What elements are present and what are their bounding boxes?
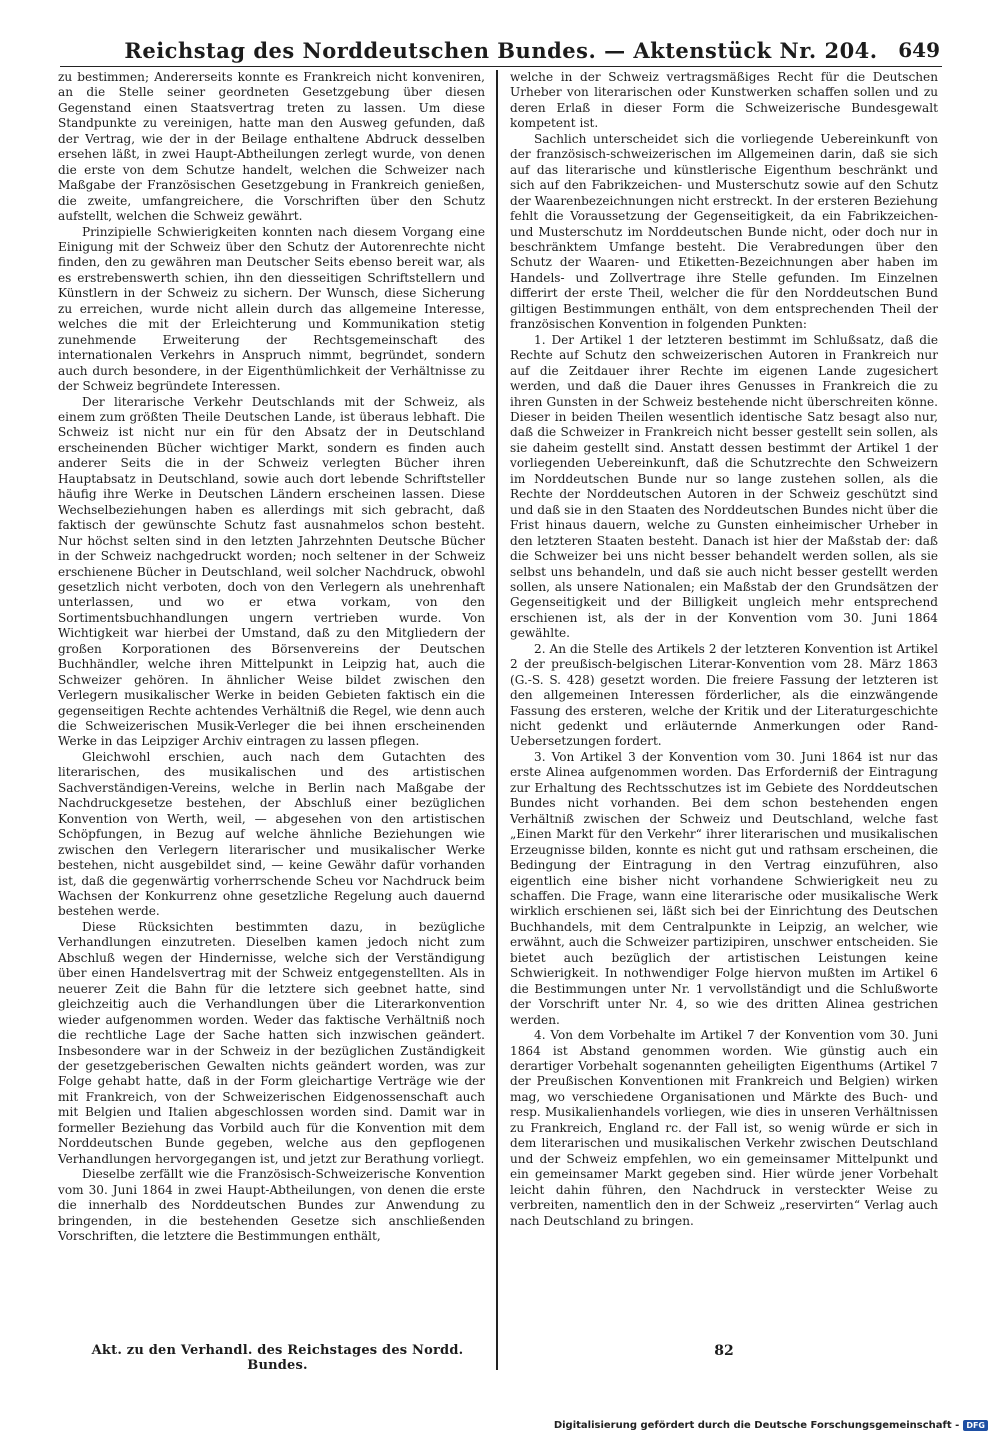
credit-text: Digitalisierung gefördert durch die Deutsche Forschungsgemeinschaft - — [553, 1419, 960, 1431]
running-title: Reichstag des Norddeutschen Bundes. — Aktenstück Nr. 204. — [124, 38, 878, 63]
left-column-paragraph: Diese Rücksichten bestimmten dazu, in bezügliche Verhandlungen einzutreten. Dieselben kamen jedoch nicht zum Abschluß wegen der Hindernisse, welche sich der Verständigung über einen Handelsvertrag mit der Schweiz entgegenstellten. Als in neuerer Zeit die Bahn für die letztere sich geebnet hatte, sind gleichzeitig auch die Verhandlungen über die Literarkonvention wieder aufgenommen worden. Weder das faktische Verhältniß noch die rechtliche Lage der Sache hatten sich inzwischen geändert. Insbesondere war in der Schweiz in der bezüglichen Zuständigkeit der gesetzgeberischen Gewalten nichts geändert worden, was zur Folge gehabt hatte, daß in der Form gleichartige Verträge wie der mit Frankreich, von der Schweizerischen Eidgenossenschaft auch mit Belgien und Italien abgeschlossen worden sind. Damit war in formeller Beziehung das Vorbild auch für die Konvention mit dem Norddeutschen Bunde gegeben, welche aus den gepflogenen Verhandlungen hervorgegangen ist, und jetzt zur Berathung vorliegt. — [58, 919, 485, 1166]
footer-note: Akt. zu den Verhandl. des Reichstages des Nordd. Bundes. — [91, 1343, 464, 1373]
right-column-paragraph: 1. Der Artikel 1 der letzteren bestimmt im Schlußsatz, daß die Rechte auf Schutz den schweizerischen Autoren in Frankreich nur auf die Zeitdauer ihrer Rechte im eigenen Lande zugesichert werden, und daß die Dauer ihres Genusses in Frankreich die zu ihren Gunsten in der Schweiz bestehende nicht überschreiten könne. Dieser in beiden Theilen wesentlich identische Satz besagt also nur, daß die Schweizer in Frankreich nicht besser gestellt sein sollen, als sie daheim gestellt sind. Anstatt dessen bestimmt der Artikel 1 der vorliegenden Uebereinkunft, daß die Schutzrechte den Schweizern im Norddeutschen Bunde nur so lange zustehen sollen, als die Rechte der Norddeutschen Autoren in der Schweiz geschützt sind und daß sie in den Staaten des Norddeutschen Bundes nicht über die Frist hinaus dauern, welche zu Gunsten einheimischer Urheber in den letzteren Staaten besteht. Danach ist hier der Maßstab der: daß die Schweizer bei uns nicht besser behandelt werden sollen, als sie selbst uns behandeln, und daß sie auch nicht besser gestellt werden sollen, als unsere Nationalen; ein Maßstab der den Grundsätzen der Gegenseitigkeit und der Billigkeit ungleich mehr entsprechend erschienen ist, als der in der Konvention vom 30. Juni 1864 gewählte. — [510, 332, 938, 641]
page-header — [60, 34, 942, 67]
left-column — [58, 70, 485, 1244]
right-column-paragraph: 2. An die Stelle des Artikels 2 der letzteren Konvention ist Artikel 2 der preußisch-belgischen Literar-Konvention vom 28. März 1863 (G.-S. S. 428) gesetzt worden. Die freiere Fassung der letzteren ist den allgemeinen Interessen förderlicher, als die einzwängende Fassung des ersteren, welche der Kritik und der Literaturgeschichte nicht gedenkt und erläuternde Anmerkungen oder Rand-Uebersetzungen fordert. — [510, 641, 938, 749]
dfg-logo: DFG — [963, 1420, 988, 1431]
digitization-credit — [554, 1418, 988, 1432]
right-column-paragraph: 4. Von dem Vorbehalte im Artikel 7 der Konvention vom 30. Juni 1864 ist Abstand genommen worden. Wie günstig auch ein derartiger Vorbehalt sogenannten geheiligten Eigenthums (Artikel 7 der Preußischen Konventionen mit Frankreich und Belgien) wirken mag, wo verschiedene Organisationen und Märkte des Buch- und resp. Musikalienhandels vorliegen, wie dies in unseren Verhältnissen zu Frankreich, England rc. der Fall ist, so wenig würde er sich in dem literarischen und musikalischen Verkehr zwischen Deutschland und der Schweiz empfehlen, wo ein gemeinsamer Mittelpunkt und ein gemeinsamer Markt gegeben sind. Hier würde jener Vorbehalt leicht dahin führen, den Nachdruck in versteckter Weise zu verbreiten, namentlich den in der Schweiz „reservirten“ Verlag auch nach Deutschland zu bringen. — [510, 1028, 938, 1228]
right-column-paragraph: Sachlich unterscheidet sich die vorliegende Uebereinkunft von der französisch-schweizerischen im Allgemeinen darin, daß sie sich auf das literarische und künstlerische Eigenthum beschränkt und sich auf den Fabrikzeichen- und Musterschutz sowie auf den Schutz der Waarenbezeichnungen nicht erstreckt. In der ersteren Beziehung fehlt die Voraussetzung der Gegenseitigkeit, da ein Fabrikzeichen- und Musterschutz im Norddeutschen Bunde nicht, oder doch nur in beschränktem Umfange besteht. Die Verabredungen über den Schutz der Waaren- und Etiketten-Bezeichnungen aber haben im Handels- und Zollvertrage ihre Stelle gefunden. Im Einzelnen differirt der erste Theil, welcher die für den Norddeutschen Bund giltigen Bestimmungen enthält, von dem entsprechenden Theil der französischen Konvention in folgenden Punkten: — [510, 131, 938, 332]
sheet-number: 82 — [714, 1343, 734, 1359]
column-divider — [496, 70, 498, 1370]
right-column — [510, 70, 938, 1229]
left-column-paragraph: Gleichwohl erschien, auch nach dem Gutachten des literarischen, des musikalischen und des artistischen Sachverständigen-Vereins, welche in Berlin nach Maßgabe der Nachdruckgesetze bestehen, der Abschluß einer bezüglichen Konvention von Werth, weil, — abgesehen von den artistischen Schöpfungen, in Bezug auf welche ähnliche Beziehungen wie zwischen den Verlegern literarischer und musikalischer Werke bestehen, nicht ausgebildet sind, — keine Gewähr dafür vorhanden ist, daß die gegenwärtig vorherrschende Scheu vor Nachdruck beim Wachsen der Konkurrenz ohne gesetzliche Regelung auch dauernd bestehen werde. — [58, 749, 485, 919]
right-column-paragraph: welche in der Schweiz vertragsmäßiges Recht für die Deutschen Urheber von literarischen oder Kunstwerken schaffen sollen und zu deren Erlaß in dieser Form die Schweizerische Bundesgewalt kompetent ist. — [510, 70, 938, 131]
left-column-paragraph: Prinzipielle Schwierigkeiten konnten nach diesem Vorgang eine Einigung mit der Schweiz über den Schutz der Autorenrechte nicht finden, den zu gewähren man Deutscher Seits ebenso bereit war, als es erstrebenswerth schien, ihn den diesseitigen Schriftstellern und Künstlern in der Schweiz zu sichern. Der Wunsch, diese Sicherung zu erreichen, wurde nicht allein durch das allgemeine Interesse, welches die mit der Erleichterung und Kommunikation stetig zunehmende Erweiterung der Rechtsgemeinschaft des internationalen Verkehrs in Anspruch nimmt, begründet, sondern auch durch besondere, in der Eigenthümlichkeit der Verhältnisse zu der Schweiz begründete Interessen. — [58, 224, 485, 394]
page-number: 649 — [898, 38, 940, 62]
left-column-paragraph: Der literarische Verkehr Deutschlands mit der Schweiz, als einem zum größten Theile Deutschen Lande, ist überaus lebhaft. Die Schweiz ist nicht nur ein für den Absatz der in Deutschland erscheinenden Bücher wichtiger Markt, sondern es finden auch anderer Seits die in der Schweiz verlegten Bücher ihren Hauptabsatz in Deutschland, sowie auch dort lebende Schriftsteller häufig ihre Werke in Deutschen Ländern erscheinen lassen. Diese Wechselbeziehungen haben es allerdings mit sich gebracht, daß faktisch der gewünschte Schutz fast ausnahmelos schon besteht. Nur höchst selten sind in den letzten Jahrzehnten Deutsche Bücher in der Schweiz nachgedruckt worden; noch seltener in der Schweiz erschienene Bücher in Deutschland, weil solcher Nachdruck, obwohl gesetzlich nicht verboten, doch von den Verlegern als unehrenhaft unterlassen, und wo er etwa vorkam, von den Sortimentsbuchhandlungen ungern vertrieben wurde. Von Wichtigkeit war hierbei der Umstand, daß zu den Mitgliedern der großen Korporationen des Börsenvereins der Deutschen Buchhändler, welche ihren Mittelpunkt in Leipzig hat, auch die Schweizer gehören. In ähnlicher Weise bildet zwischen den Verlegern musikalischer Werke in beiden Gebieten faktisch ein die gegenseitigen Rechte achtendes Verhältniß die Regel, wie denn auch die Schweizerischen Musik-Verleger die bei ihnen erscheinenden Werke in das Leipziger Archiv eintragen zu lassen pflegen. — [58, 394, 485, 749]
left-column-paragraph: Dieselbe zerfällt wie die Französisch-Schweizerische Konvention vom 30. Juni 1864 in zwei Haupt-Abtheilungen, von denen die erste die innerhalb des Norddeutschen Bundes zur Anwendung zu bringenden, in die bestehenden Gesetze sich anschließenden Vorschriften, die letztere die Bestimmungen enthält, — [58, 1167, 485, 1243]
left-column-paragraph: zu bestimmen; Andererseits konnte es Frankreich nicht konveniren, an die Stelle seiner geordneten Gesetzgebung über diesen Gegenstand einen Staatsvertrag treten zu lassen. Um diese Standpunkte zu vereinigen, hatte man den Ausweg gefunden, daß der Vertrag, wie der in der Beilage enthaltene Abdruck desselben ersehen läßt, in zwei Haupt-Abtheilungen zerlegt wurde, von denen die erste von dem Schutze handelt, welchen die Schweizer nach Maßgabe der Französischen Gesetzgebung in Frankreich genießen, die zweite, umfangreichere, die Vorschriften über den Schutz aufstellt, welchen die Schweiz gewährt. — [58, 70, 485, 224]
right-column-paragraph: 3. Von Artikel 3 der Konvention vom 30. Juni 1864 ist nur das erste Alinea aufgenommen worden. Das Erforderniß der Eintragung zur Erhaltung des Rechtsschutzes ist im Gebiete des Norddeutschen Bundes nicht vorhanden. Bei dem schon bestehenden engen Verhältniß zwischen der Schweiz und Deutschland, welche fast „Einen Markt für den Verkehr“ ihrer literarischen und musikalischen Erzeugnisse bilden, konnte es nicht gut und rathsam erscheinen, die Bedingung der Eintragung in den Vertrag einzuführen, also eigentlich eine bisher nicht vorhandene Schwierigkeit neu zu schaffen. Die Frage, wann eine literarische oder musikalische Werk wirklich erschienen sei, läßt sich bei der Einrichtung des Deutschen Buchhandels, mit dem Centralpunkte in Leipzig, an welcher, wie erwähnt, auch die Schweizer partizipiren, unschwer entscheiden. Sie bietet auch bezüglich der artistischen Leistungen keine Schwierigkeit. In nothwendiger Folge hiervon mußten im Artikel 6 die Bestimmungen unter Nr. 1 vervollständigt und die Schlußworte der Vorschrift unter Nr. 4, so wie des dritten Alinea gestrichen werden. — [510, 749, 938, 1027]
